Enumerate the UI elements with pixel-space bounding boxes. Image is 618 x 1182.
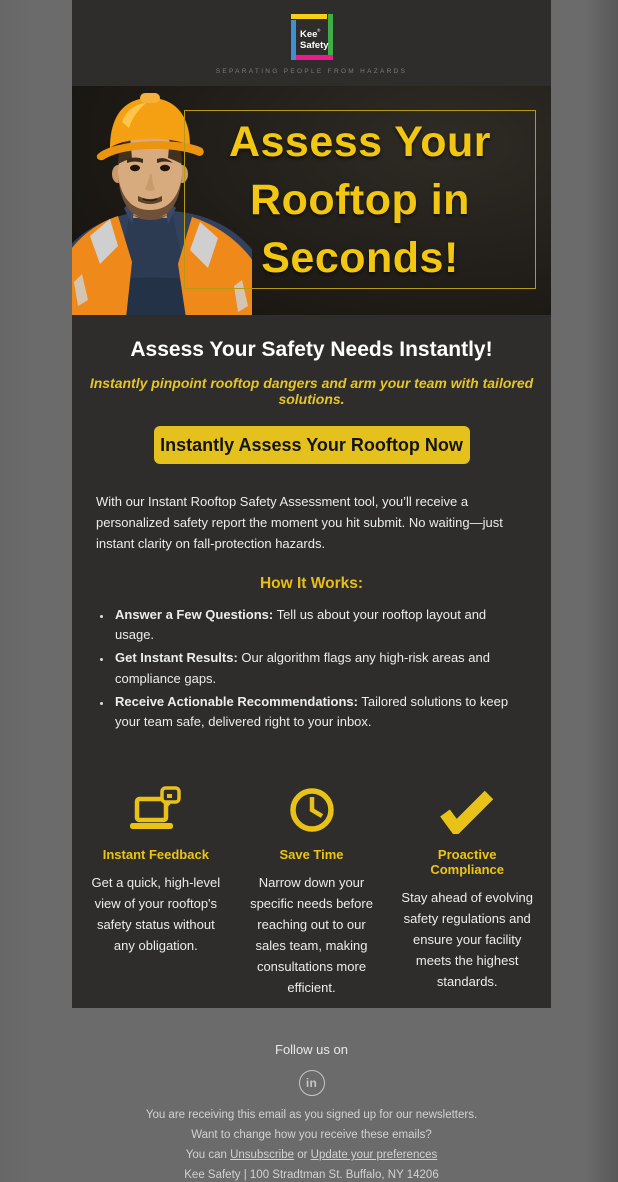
follow-us-label: Follow us on xyxy=(275,1042,348,1058)
bullet-rest: Tailored solutions to keep your team safe, delivered right to your inbox. xyxy=(115,693,509,729)
feature-proactive-compliance xyxy=(389,782,545,998)
how-it-works-list xyxy=(96,605,527,732)
check-icon xyxy=(438,790,496,834)
hero-banner xyxy=(72,86,551,315)
feature-text: Stay ahead of evolving safety regulations and ensure your facility meets the highest standards. xyxy=(401,889,533,990)
footer-address: Kee Safety | 100 Stradtman St. Buffalo, NY 14206 xyxy=(184,1169,439,1182)
brand-tagline: SEPARATING PEOPLE FROM HAZARDS xyxy=(215,67,408,75)
section-heading: Assess Your Safety Needs Instantly! xyxy=(130,338,493,361)
assess-rooftop-cta-button[interactable]: Instantly Assess Your Rooftop Now xyxy=(154,426,470,464)
unsubscribe-link[interactable]: Unsubscribe xyxy=(230,1149,295,1162)
footer-line3-or: or xyxy=(294,1149,311,1162)
features-row xyxy=(72,782,551,998)
logo-bar-top xyxy=(291,14,327,19)
footer-legal xyxy=(72,1109,551,1182)
how-it-works-title: How It Works: xyxy=(259,575,364,593)
list-item xyxy=(112,605,527,645)
feature-title: Instant Feedback xyxy=(102,846,209,862)
bullet-rest: Our algorithm flags any high-risk areas and compliance gaps. xyxy=(115,650,490,686)
intro-paragraph: With our Instant Rooftop Safety Assessment tool, you’ll receive a personalized safety report the moment you hit submit. No waiting—just instant clarity on fall-protection hazards. xyxy=(96,494,503,552)
bullet-lead: Get Instant Results: xyxy=(115,650,238,666)
section-subheading: Instantly pinpoint rooftop dangers and arm your team with tailored solutions. xyxy=(89,375,534,407)
footer-line-change: Want to change how you receive these emails? xyxy=(191,1129,432,1142)
clock-icon xyxy=(288,786,336,834)
linkedin-icon-label: in xyxy=(305,1076,318,1091)
kee-safety-logo xyxy=(289,12,335,62)
feature-instant-feedback xyxy=(78,782,234,998)
bullet-rest: Tell us about your rooftop layout and usage. xyxy=(115,607,487,643)
bullet-lead: Answer a Few Questions: xyxy=(115,607,274,623)
footer-line-links xyxy=(72,1149,551,1162)
list-item xyxy=(112,692,527,732)
feature-text: Get a quick, high-level view of your rooftop's safety status without any obligation. xyxy=(91,874,221,954)
logo-bar-bottom xyxy=(296,55,333,60)
logo-registered-mark: ® xyxy=(316,27,320,33)
feature-text: Narrow down your specific needs before reaching out to our sales team, making consultations more efficient. xyxy=(250,874,373,996)
email-header xyxy=(72,0,551,86)
hero-headline-box xyxy=(184,110,536,289)
laptop-feedback-icon xyxy=(127,786,185,834)
feature-title: Save Time xyxy=(279,846,344,862)
bullet-lead: Receive Actionable Recommendations: xyxy=(115,693,358,709)
hero-headline-line: Seconds! xyxy=(261,233,459,282)
email-body xyxy=(72,0,551,1182)
logo-text-safety: Safety xyxy=(299,39,329,51)
hero-headline-line: Assess Your xyxy=(228,117,492,166)
hero-headline-line: Rooftop in xyxy=(250,175,470,224)
update-preferences-link[interactable]: Update your preferences xyxy=(310,1149,438,1162)
logo-text-kee: Kee xyxy=(299,28,317,40)
linkedin-icon[interactable] xyxy=(299,1070,325,1096)
feature-save-time xyxy=(234,782,390,998)
list-item xyxy=(112,648,527,688)
logo-bar-right xyxy=(328,14,333,55)
logo-bar-left xyxy=(291,20,296,60)
footer-line3-prefix: You can xyxy=(185,1149,231,1162)
footer-line-newsletters: You are receiving this email as you signed up for our newsletters. xyxy=(145,1109,478,1122)
feature-title: Proactive Compliance xyxy=(430,846,505,877)
